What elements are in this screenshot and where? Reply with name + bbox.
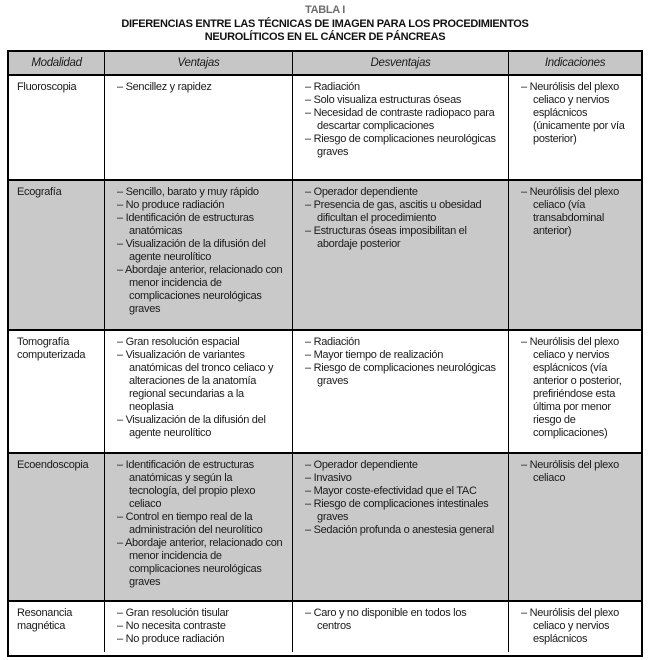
- table-body: [9, 76, 641, 652]
- column-header-ventajas: Ventajas: [104, 52, 292, 74]
- list-item: – Caro y no disponible en todos los centros: [305, 607, 467, 632]
- table-header-row: [9, 52, 641, 76]
- table-row-3: [9, 329, 641, 452]
- indicaciones-cell: [508, 454, 641, 600]
- list-item: – Estructuras óseas imposibilitan el abordaje posterior: [305, 225, 467, 250]
- list-item: – Gran resolución tisular: [117, 607, 229, 619]
- list-item: – Abordaje anterior, relacionado con menor incidencia de complicaciones neurológicas graves: [117, 537, 283, 588]
- column-header-modalidad: Modalidad: [31, 57, 82, 69]
- list-item: – Sedación profunda o anestesia general: [305, 524, 494, 536]
- ventajas-cell: [104, 331, 292, 452]
- list-item: – No necesita contraste: [117, 620, 226, 632]
- list-item: – Gran resolución espacial: [117, 336, 240, 348]
- modality-cell: Resonancia magnética: [17, 607, 73, 632]
- ventajas-cell: [104, 76, 292, 179]
- list-item: – Operador dependiente: [305, 186, 418, 198]
- desventajas-cell: [292, 454, 508, 600]
- indicaciones-cell: [508, 76, 641, 179]
- list-item: – Riesgo de complicaciones neurológicas graves: [305, 362, 496, 387]
- desventajas-cell: [292, 602, 508, 652]
- list-item: – Invasivo: [305, 472, 352, 484]
- list-item: – Mayor coste-efectividad que el TAC: [305, 485, 477, 497]
- list-item: – Neurólisis del plexo celiaco: [521, 459, 619, 484]
- column-header-desventajas: Desventajas: [292, 52, 508, 74]
- modality-cell: Tomografía computerizada: [17, 336, 86, 361]
- data-table: [7, 50, 643, 657]
- list-item: – Solo visualiza estructuras óseas: [305, 94, 462, 106]
- list-item: – Necesidad de contraste radiopaco para descartar complicaciones: [305, 107, 495, 132]
- desventajas-cell: [292, 331, 508, 452]
- list-item: – Riesgo de complicaciones intestinales graves: [305, 498, 489, 523]
- modality-cell: Ecografía: [17, 186, 62, 198]
- list-item: – Visualización de variantes anatómicas del tronco celiaco y alteraciones de la anatomía regional secundarias a la neoplasia: [117, 349, 274, 413]
- list-item: – Radiación: [305, 336, 360, 348]
- desventajas-cell: [292, 76, 508, 179]
- ventajas-cell: [104, 602, 292, 652]
- list-item: – Control en tiempo real de la administración del neurolítico: [117, 511, 263, 536]
- desventajas-cell: [292, 181, 508, 329]
- indicaciones-cell: [508, 331, 641, 452]
- modality-cell: Ecoendoscopia: [17, 459, 89, 471]
- ventajas-cell: [104, 181, 292, 329]
- ventajas-cell: [104, 454, 292, 600]
- modality-cell: Fluoroscopia: [17, 81, 77, 93]
- indicaciones-cell: [508, 181, 641, 329]
- table-label: TABLA I: [304, 4, 346, 16]
- list-item: – No produce radiación: [117, 199, 225, 211]
- table-row-5: [9, 600, 641, 652]
- list-item: – Abordaje anterior, relacionado con menor incidencia de complicaciones neurológicas graves: [117, 264, 283, 315]
- column-header-indicaciones: Indicaciones: [508, 52, 641, 74]
- list-item: – Mayor tiempo de realización: [305, 349, 444, 361]
- list-item: – Neurólisis del plexo celiaco y nervios esplácnicos: [521, 607, 619, 645]
- list-item: – Operador dependiente: [305, 459, 418, 471]
- table-caption-line1: DIFERENCIAS ENTRE LAS TÉCNICAS DE IMAGEN PARA LOS PROCEDIMIENTOS: [121, 18, 529, 30]
- list-item: – Sencillo, barato y muy rápido: [117, 186, 259, 198]
- list-item: – Radiación: [305, 81, 360, 93]
- list-item: – No produce radiación: [117, 633, 225, 645]
- list-item: – Identificación de estructuras anatómicas y según la tecnología, del propio plexo celiaco: [117, 459, 256, 510]
- list-item: – Presencia de gas, ascitis u obesidad dificultan el procedimiento: [305, 199, 482, 224]
- table-caption-line2: NEUROLÍTICOS EN EL CÁNCER DE PÁNCREAS: [204, 31, 446, 43]
- list-item: – Identificación de estructuras anatómicas: [117, 212, 254, 237]
- indicaciones-cell: [508, 602, 641, 652]
- list-item: – Sencillez y rapidez: [117, 81, 212, 93]
- list-item: – Visualización de la difusión del agente neurolítico: [117, 238, 266, 263]
- table-title-block: [0, 0, 650, 44]
- list-item: – Neurólisis del plexo celiaco y nervios esplácnicos (únicamente por vía posterior): [521, 81, 625, 145]
- table-row-4: [9, 452, 641, 600]
- list-item: – Riesgo de complicaciones neurológicas graves: [305, 133, 496, 158]
- list-item: – Neurólisis del plexo celiaco y nervios esplácnicos (vía anterior o posterior, prefiriéndose esta última por menor riesgo de complicaciones): [521, 336, 622, 439]
- table-row-2: [9, 179, 641, 329]
- list-item: – Visualización de la difusión del agente neurolítico: [117, 414, 266, 439]
- table-row-1: [9, 76, 641, 179]
- list-item: – Neurólisis del plexo celiaco (vía transabdominal anterior): [521, 186, 619, 237]
